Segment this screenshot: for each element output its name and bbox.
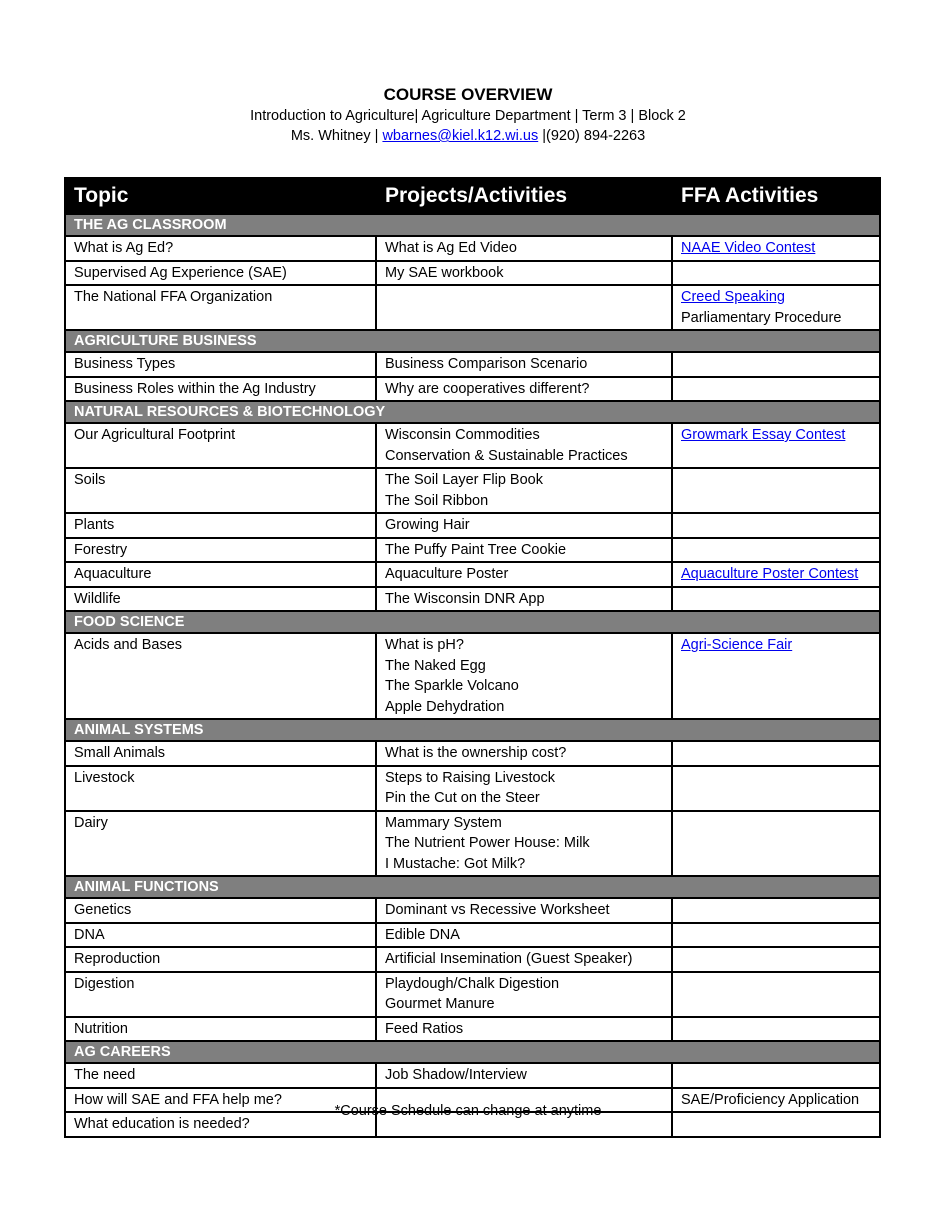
project-item: What is Ag Ed Video: [385, 240, 517, 256]
project-item: Growing Hair: [385, 517, 470, 533]
section-title: FOOD SCIENCE: [65, 611, 880, 633]
topic-cell: The National FFA Organization: [65, 285, 376, 330]
ffa-cell: [672, 741, 880, 766]
course-info: Introduction to Agriculture| Agriculture Department | Term 3 | Block 2: [250, 108, 686, 124]
topic-cell: Aquaculture: [65, 562, 376, 587]
table-row: [65, 972, 880, 1017]
projects-cell: [376, 811, 672, 877]
table-row: [65, 587, 880, 612]
project-item: Playdough/Chalk Digestion: [385, 975, 560, 992]
ffa-cell: [672, 633, 880, 719]
section-row: [65, 1041, 880, 1063]
table-row: [65, 1017, 880, 1042]
ffa-cell: [672, 972, 880, 1017]
topic-cell: Genetics: [65, 898, 376, 923]
projects-cell: [376, 423, 672, 468]
project-item: Job Shadow/Interview: [385, 1067, 527, 1083]
project-item: The Wisconsin DNR App: [385, 590, 545, 607]
ffa-cell: [672, 811, 880, 877]
topic-cell: DNA: [65, 923, 376, 948]
table-row: [65, 352, 880, 377]
project-item: Mammary System: [385, 814, 502, 831]
ffa-cell: [672, 898, 880, 923]
project-item: Apple Dehydration: [385, 698, 505, 715]
ffa-cell: [672, 1017, 880, 1042]
table-row: [65, 923, 880, 948]
project-item: Artificial Insemination (Guest Speaker): [385, 951, 633, 967]
topic-cell: Acids and Bases: [65, 633, 376, 719]
project-item: Steps to Raising Livestock: [385, 769, 556, 786]
project-item: The Soil Ribbon: [385, 492, 489, 509]
topic-cell: Nutrition: [65, 1017, 376, 1042]
projects-cell: [376, 972, 672, 1017]
table-row: [65, 236, 880, 261]
section-row: [65, 611, 880, 633]
table-row: [65, 513, 880, 538]
ffa-cell: [672, 468, 880, 513]
ffa-activity-link[interactable]: Growmark Essay Contest: [681, 427, 846, 443]
topic-cell: What education is needed?: [65, 1112, 376, 1137]
topic-cell: How will SAE and FFA help me?: [65, 1088, 376, 1113]
project-item: Conservation & Sustainable Practices: [385, 447, 628, 464]
table-row: [65, 1063, 880, 1088]
projects-cell: [376, 633, 672, 719]
topic-cell: Our Agricultural Footprint: [65, 423, 376, 468]
ffa-cell: [672, 285, 880, 330]
ffa-cell: [672, 947, 880, 972]
teacher-name: Ms. Whitney |: [290, 128, 383, 144]
projects-cell: [376, 766, 672, 811]
project-item: My SAE workbook: [385, 264, 504, 281]
projects-cell: [376, 468, 672, 513]
project-item: The Naked Egg: [385, 657, 486, 674]
projects-cell: [376, 898, 672, 923]
project-item: Gourmet Manure: [385, 996, 495, 1012]
ffa-cell: [672, 538, 880, 563]
table-row: [65, 562, 880, 587]
topic-cell: The need: [65, 1063, 376, 1088]
projects-cell: [376, 236, 672, 261]
section-title: THE AG CLASSROOM: [65, 214, 880, 236]
document-header: [0, 84, 936, 146]
project-item: Feed Ratios: [385, 1020, 464, 1037]
course-overview-table: [64, 177, 881, 1138]
project-item: Dominant vs Recessive Worksheet: [385, 902, 610, 918]
ffa-activity-link[interactable]: Creed Speaking: [681, 289, 785, 305]
ffa-cell: [672, 562, 880, 587]
project-item: The Soil Layer Flip Book: [385, 472, 543, 488]
column-header-ffa: FFA Activities: [672, 178, 880, 214]
topic-cell: Business Types: [65, 352, 376, 377]
topic-cell: Reproduction: [65, 947, 376, 972]
column-header-projects: Projects/Activities: [376, 178, 672, 214]
project-item: The Puffy Paint Tree Cookie: [385, 541, 567, 558]
table-row: [65, 947, 880, 972]
ffa-cell: [672, 236, 880, 261]
table-row: [65, 633, 880, 719]
topic-cell: Forestry: [65, 538, 376, 563]
ffa-activity-item: Parliamentary Procedure: [681, 309, 842, 326]
table-row: [65, 741, 880, 766]
project-item: Aquaculture Poster: [385, 566, 509, 582]
projects-cell: [376, 1017, 672, 1042]
section-title: ANIMAL FUNCTIONS: [65, 876, 880, 898]
ffa-activity-link[interactable]: NAAE Video Contest: [681, 240, 816, 256]
column-header-topic: Topic: [65, 178, 376, 214]
topic-cell: Dairy: [65, 811, 376, 877]
table-row: [65, 261, 880, 286]
teacher-phone: |(920) 894-2263: [538, 128, 646, 144]
project-item: Pin the Cut on the Steer: [385, 790, 540, 806]
ffa-cell: [672, 261, 880, 286]
project-item: What is the ownership cost?: [385, 745, 567, 761]
teacher-email-link[interactable]: wbarnes@kiel.k12.wi.us: [382, 128, 539, 144]
projects-cell: [376, 538, 672, 563]
projects-cell: [376, 377, 672, 402]
topic-cell: Business Roles within the Ag Industry: [65, 377, 376, 402]
topic-cell: Plants: [65, 513, 376, 538]
footnote: *Course Schedule can change at anytime: [334, 1103, 602, 1119]
table-header-row: [65, 178, 880, 214]
table-row: [65, 468, 880, 513]
project-item: The Nutrient Power House: Milk: [385, 835, 590, 851]
project-item: Wisconsin Commodities: [385, 427, 540, 443]
projects-cell: [376, 285, 672, 330]
topic-cell: Digestion: [65, 972, 376, 1017]
ffa-cell: [672, 766, 880, 811]
topic-cell: Wildlife: [65, 587, 376, 612]
table-row: [65, 898, 880, 923]
topic-cell: Livestock: [65, 766, 376, 811]
section-title: AGRICULTURE BUSINESS: [65, 330, 880, 352]
ffa-activity-item: SAE/Proficiency Application: [681, 1091, 860, 1108]
ffa-cell: [672, 513, 880, 538]
projects-cell: [376, 352, 672, 377]
topic-cell: Supervised Ag Experience (SAE): [65, 261, 376, 286]
ffa-cell: [672, 923, 880, 948]
table-row: [65, 377, 880, 402]
section-row: [65, 876, 880, 898]
table-row: [65, 423, 880, 468]
table-body: [65, 214, 880, 1137]
ffa-activity-link[interactable]: Agri-Science Fair: [681, 637, 793, 653]
project-item: I Mustache: Got Milk?: [385, 855, 526, 872]
projects-cell: [376, 947, 672, 972]
teacher-contact: [0, 126, 936, 146]
project-item: Business Comparison Scenario: [385, 356, 588, 372]
section-title: NATURAL RESOURCES & BIOTECHNOLOGY: [65, 401, 880, 423]
project-item: Edible DNA: [385, 926, 460, 943]
ffa-cell: [672, 1063, 880, 1088]
projects-cell: [376, 587, 672, 612]
topic-cell: What is Ag Ed?: [65, 236, 376, 261]
projects-cell: [376, 562, 672, 587]
table-row: [65, 538, 880, 563]
section-title: AG CAREERS: [65, 1041, 880, 1063]
topic-cell: Soils: [65, 468, 376, 513]
projects-cell: [376, 741, 672, 766]
projects-cell: [376, 261, 672, 286]
projects-cell: [376, 513, 672, 538]
document-title: COURSE OVERVIEW: [383, 85, 553, 104]
ffa-activity-link[interactable]: Aquaculture Poster Contest: [681, 566, 859, 582]
ffa-cell: [672, 587, 880, 612]
table-row: [65, 811, 880, 877]
section-row: [65, 719, 880, 741]
table-row: [65, 285, 880, 330]
section-row: [65, 401, 880, 423]
ffa-cell: [672, 352, 880, 377]
projects-cell: [376, 923, 672, 948]
section-title: ANIMAL SYSTEMS: [65, 719, 880, 741]
ffa-cell: [672, 377, 880, 402]
project-item: What is pH?: [385, 637, 464, 653]
project-item: The Sparkle Volcano: [385, 678, 519, 694]
table-row: [65, 766, 880, 811]
section-row: [65, 214, 880, 236]
topic-cell: Small Animals: [65, 741, 376, 766]
section-row: [65, 330, 880, 352]
project-item: Why are cooperatives different?: [385, 380, 590, 397]
ffa-cell: [672, 423, 880, 468]
projects-cell: [376, 1063, 672, 1088]
